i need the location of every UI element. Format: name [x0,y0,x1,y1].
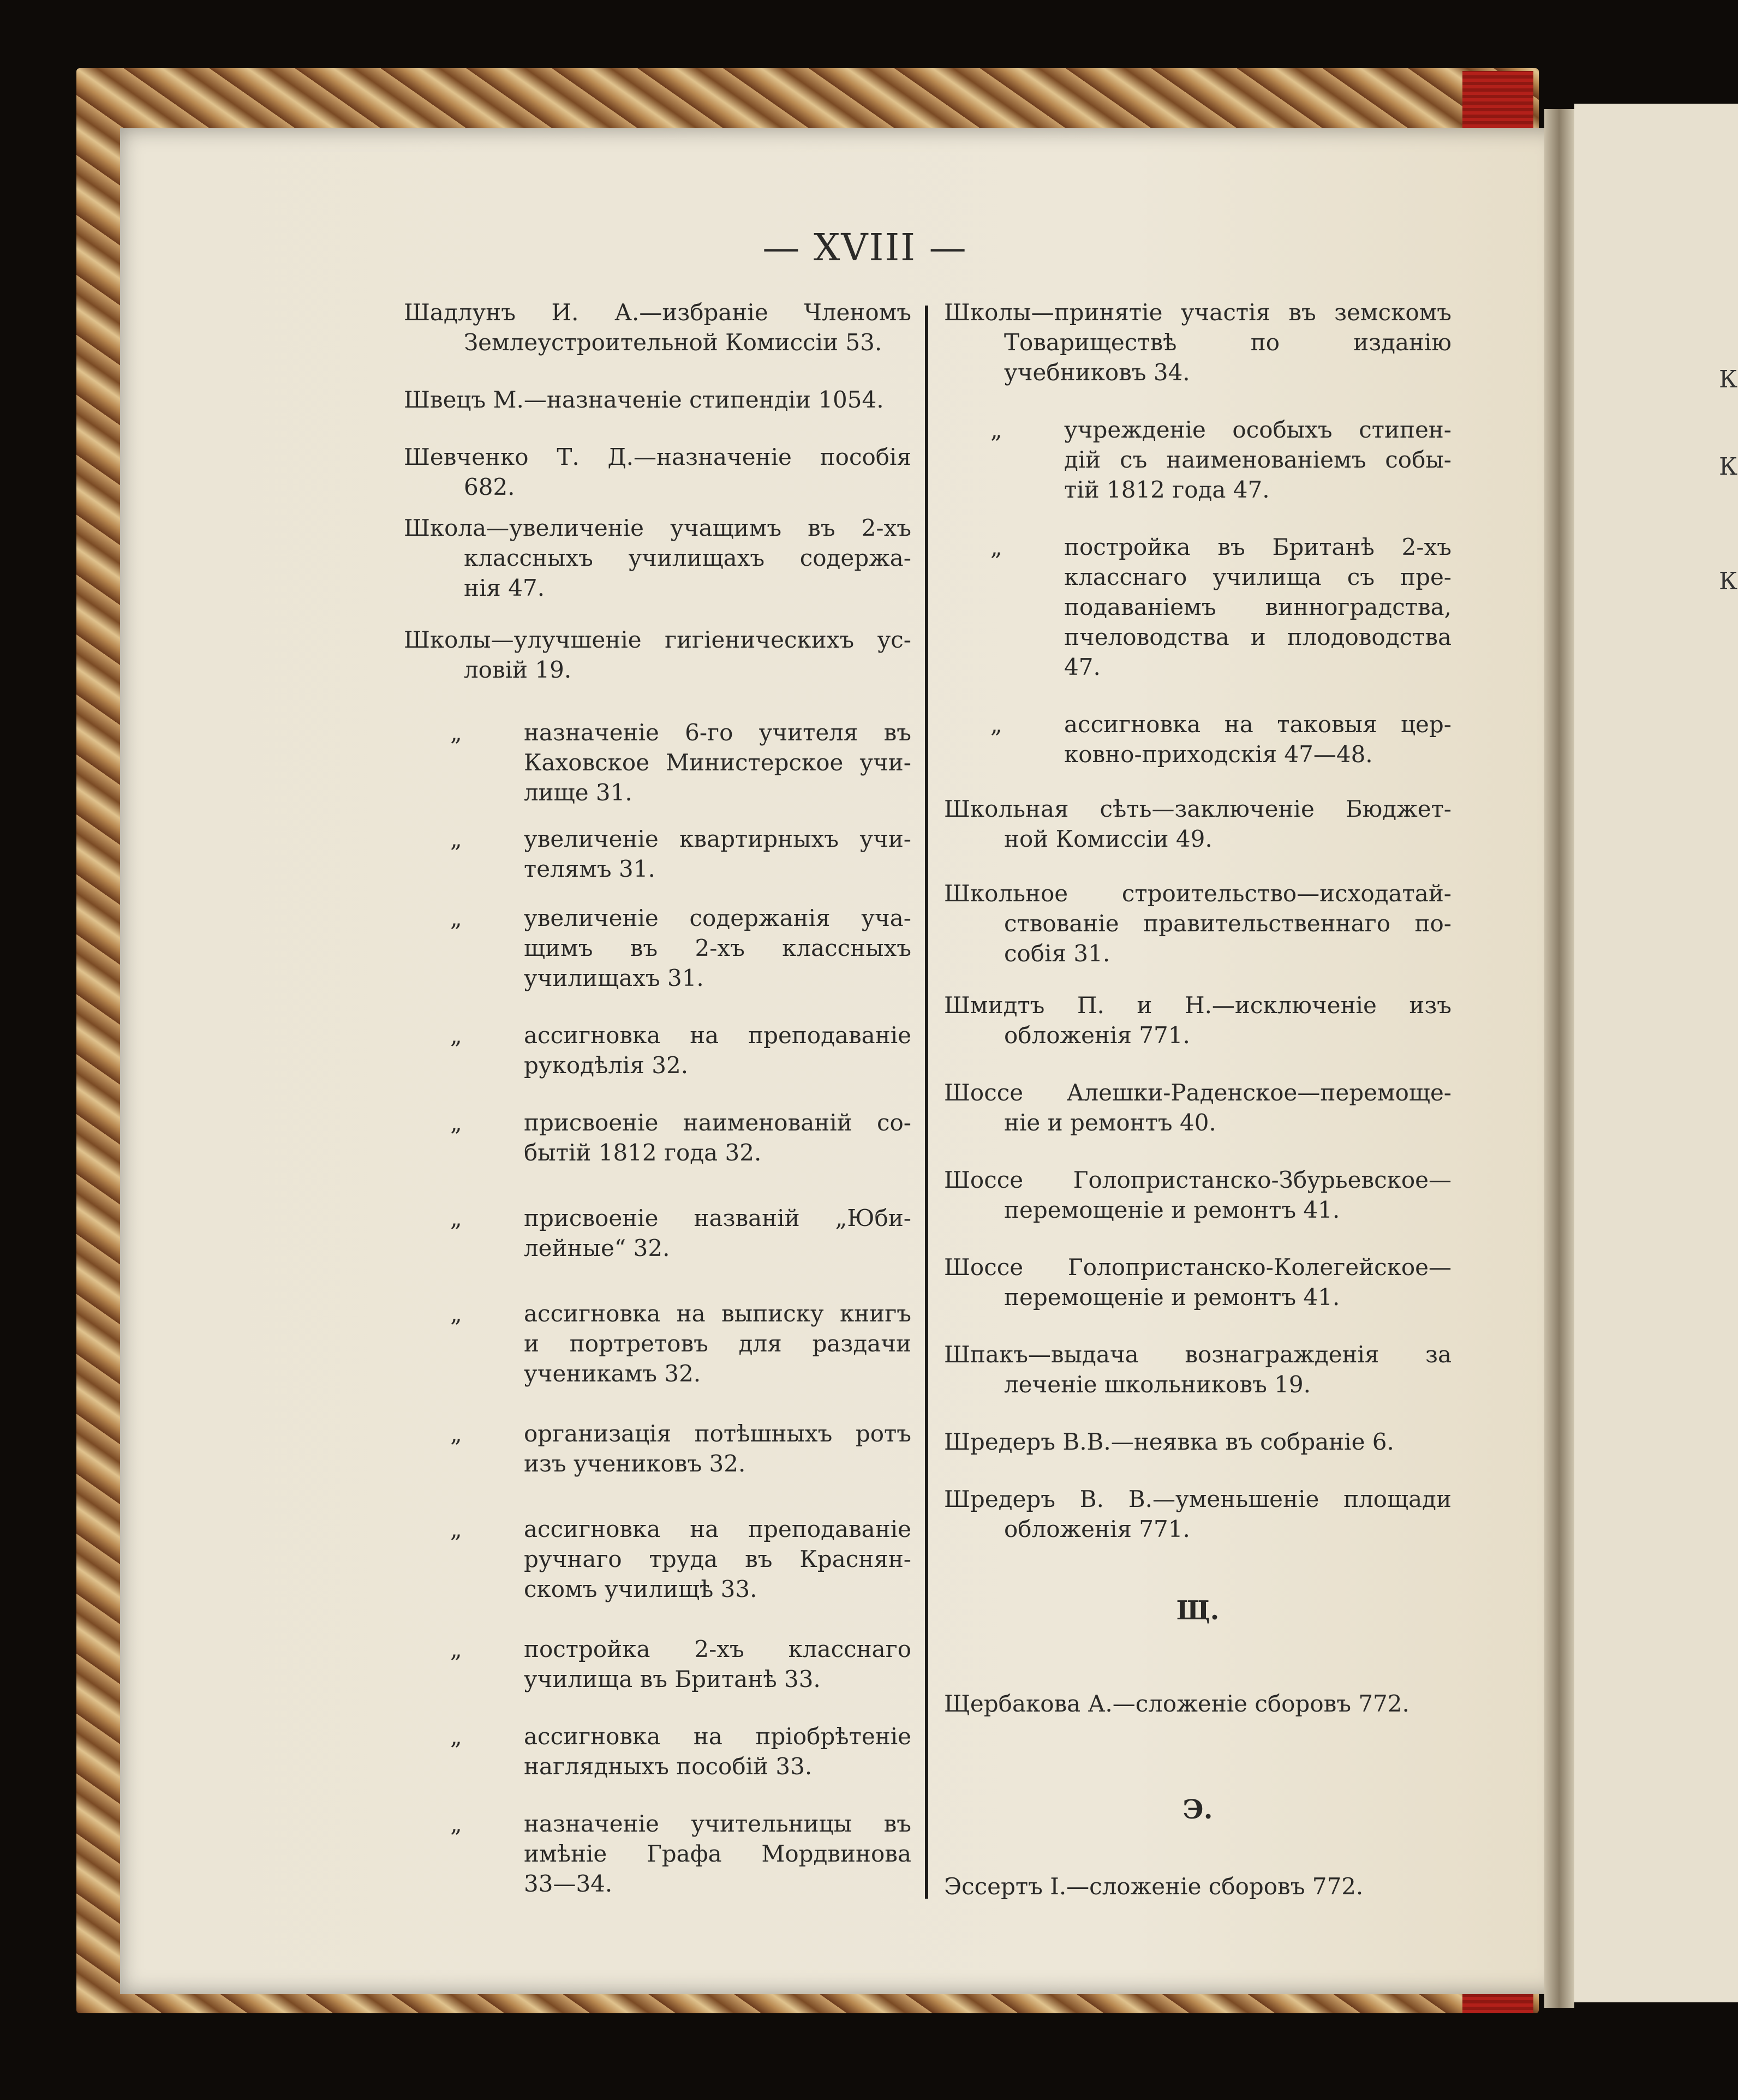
index-line: перемощеніе и ремонтъ 41. [1004,1284,1340,1311]
ditto-mark: „ [450,1109,462,1136]
index-line: обложенія 771. [1004,1516,1190,1542]
index-subentry [944,532,1452,682]
ditto-mark: „ [990,534,1002,560]
index-line: Школы—принятіе участія въ земскомъ [944,299,1452,326]
index-subentry [404,1299,911,1389]
index-line: щимъ въ 2-хъ классныхъ [524,935,911,961]
index-entry [404,297,911,357]
index-line: ученикамъ 32. [524,1360,701,1387]
index-subentry [944,415,1452,505]
index-line: увеличеніе содержанія уча- [524,905,911,931]
index-line: Шмидтъ П. и Н.—исключеніе изъ [944,992,1452,1019]
index-line: постройка 2-хъ класснаго [524,1636,911,1662]
index-line: Эссертъ І.—сложеніе сборовъ 772. [944,1873,1364,1900]
index-subentry [404,903,911,993]
index-line: 682. [464,474,515,500]
index-line: телямъ 31. [524,855,655,882]
index-line: лище 31. [524,779,632,806]
next-page-mark: К [1719,453,1738,481]
index-entry [944,1252,1452,1312]
index-line: Шредеръ В. В.—уменьшеніе площади [944,1486,1452,1512]
index-line: ніе и ремонтъ 40. [1004,1109,1216,1136]
index-subentry [404,1020,911,1080]
index-line: училищахъ 31. [524,965,704,991]
index-line: класснаго училища съ пре- [1064,564,1452,590]
index-entry [404,442,911,502]
index-line: Землеустроительной Комиссіи 53. [464,329,882,356]
index-line: классныхъ училищахъ содержа- [464,545,911,571]
index-subentry [404,1514,911,1604]
index-line: ассигновка на пріобрѣтеніе [524,1723,911,1750]
index-subentry [404,1419,911,1479]
next-page-mark: К [1719,366,1738,393]
index-entry [404,385,911,415]
index-line: Щербакова А.—сложеніе сборовъ 772. [944,1690,1409,1717]
index-line: Школьная сѣть—заключеніе Бюджет- [944,795,1452,822]
index-line: ассигновка на выписку книгъ [524,1300,911,1327]
column-divider [925,306,928,1899]
section-letter: Щ. [1176,1595,1220,1626]
index-line: пчеловодства и плодоводства [1064,624,1452,650]
index-line: Шевченко Т. Д.—назначеніе пособія [404,444,911,470]
index-line: перемощеніе и ремонтъ 41. [1004,1196,1340,1223]
index-subentry [404,1721,911,1781]
index-line: изъ учениковъ 32. [524,1450,746,1477]
index-line: ной Комиссіи 49. [1004,825,1213,852]
index-line: дій съ наименованіемъ собы- [1064,446,1452,473]
page-number: — XVIII — [762,226,967,270]
index-line: скомъ училищѣ 33. [524,1576,757,1602]
index-entry [404,625,911,685]
index-entry [944,297,1452,387]
index-line: 47. [1064,654,1101,680]
ditto-mark: „ [450,719,462,746]
index-entry [944,1871,1452,1901]
next-page-mark: К [1719,567,1738,595]
index-line: ковно-приходскія 47—48. [1064,741,1373,768]
ditto-mark: „ [450,1205,462,1231]
index-line: имѣніе Графа Мордвинова [524,1840,911,1867]
index-line: училища въ Британѣ 33. [524,1666,821,1692]
index-line: Швецъ М.—назначеніе стипендіи 1054. [404,386,884,413]
index-line: ассигновка на преподаваніе [524,1022,911,1049]
index-entry [944,794,1452,854]
index-line: назначеніе учительницы въ [524,1810,911,1837]
ditto-mark: „ [450,1516,462,1542]
index-subentry [404,1203,911,1263]
index-entry [944,1689,1452,1719]
index-line: леченіе школьниковъ 19. [1004,1371,1311,1398]
index-line: Школы—улучшеніе гигіеническихъ ус- [404,626,911,653]
ditto-mark: „ [450,1636,462,1662]
index-line: и портретовъ для раздачи [524,1330,911,1357]
index-line: 33—34. [524,1870,613,1897]
index-subentry [404,1108,911,1168]
index-line: постройка въ Британѣ 2-хъ [1064,534,1452,560]
ditto-mark: „ [450,1420,462,1447]
section-letter: Э. [1182,1794,1213,1825]
index-line: собія 31. [1004,940,1110,967]
index-line: Шпакъ—выдача вознагражденія за [944,1341,1452,1368]
page-gutter [1544,109,1574,2008]
index-line: ассигновка на преподаваніе [524,1516,911,1542]
ditto-mark: „ [450,1300,462,1327]
index-entry [944,1484,1452,1544]
ditto-mark: „ [450,825,462,852]
index-entry [944,1427,1452,1457]
index-line: ловій 19. [464,656,572,683]
index-line: наглядныхъ пособій 33. [524,1753,813,1780]
index-line: ствованіе правительственнаго по- [1004,910,1452,937]
index-line: Шоссе Голопристанско-Колегейское— [944,1254,1452,1281]
index-subentry [404,1634,911,1694]
index-entry [944,1165,1452,1225]
index-line: тій 1812 года 47. [1064,476,1270,503]
index-entry [944,1078,1452,1138]
index-line: Каховское Министерское учи- [524,749,911,776]
index-line: присвоеніе названій „Юби- [524,1205,911,1231]
index-line: подаваніемъ винноградства, [1064,594,1452,620]
index-line: ассигновка на таковыя цер- [1064,711,1452,738]
ditto-mark: „ [450,1022,462,1049]
index-subentry [404,824,911,884]
index-line: ручнаго труда въ Краснян- [524,1546,911,1572]
index-line: обложенія 771. [1004,1022,1190,1049]
index-line: рукодѣлія 32. [524,1052,689,1079]
index-line: назначеніе 6-го учителя въ [524,719,911,746]
index-entry [944,878,1452,968]
index-line: учебниковъ 34. [1004,359,1190,386]
index-line: Шадлунъ И. А.—избраніе Членомъ [404,299,911,326]
index-line: увеличеніе квартирныхъ учи- [524,825,911,852]
index-entry [404,513,911,603]
index-line: Шредеръ В.В.—неявка въ собраніе 6. [944,1428,1394,1455]
ditto-mark: „ [450,905,462,931]
index-line: присвоеніе наименованій со- [524,1109,911,1136]
index-line: учрежденіе особыхъ стипен- [1064,416,1452,443]
index-subentry [944,709,1452,769]
ditto-mark: „ [450,1723,462,1750]
ditto-mark: „ [990,711,1002,738]
index-entry [944,990,1452,1050]
index-subentry [404,717,911,807]
index-line: Товариществѣ по изданію [1004,329,1452,356]
index-line: организація потѣшныхъ ротъ [524,1420,911,1447]
ditto-mark: „ [450,1810,462,1837]
index-line: лейные“ 32. [524,1235,670,1261]
index-line: бытій 1812 года 32. [524,1139,762,1166]
next-page-edge [1574,104,1738,2002]
index-line: Школьное строительство—исходатай- [944,880,1452,907]
ditto-mark: „ [990,416,1002,443]
index-line: Шоссе Алешки-Раденское—перемоще- [944,1079,1452,1106]
index-line: Шоссе Голопристанско-Збурьевское— [944,1166,1452,1193]
index-line: Школа—увеличеніе учащимъ въ 2-хъ [404,514,911,541]
index-entry [944,1339,1452,1399]
index-line: нія 47. [464,575,545,601]
index-subentry [404,1809,911,1899]
